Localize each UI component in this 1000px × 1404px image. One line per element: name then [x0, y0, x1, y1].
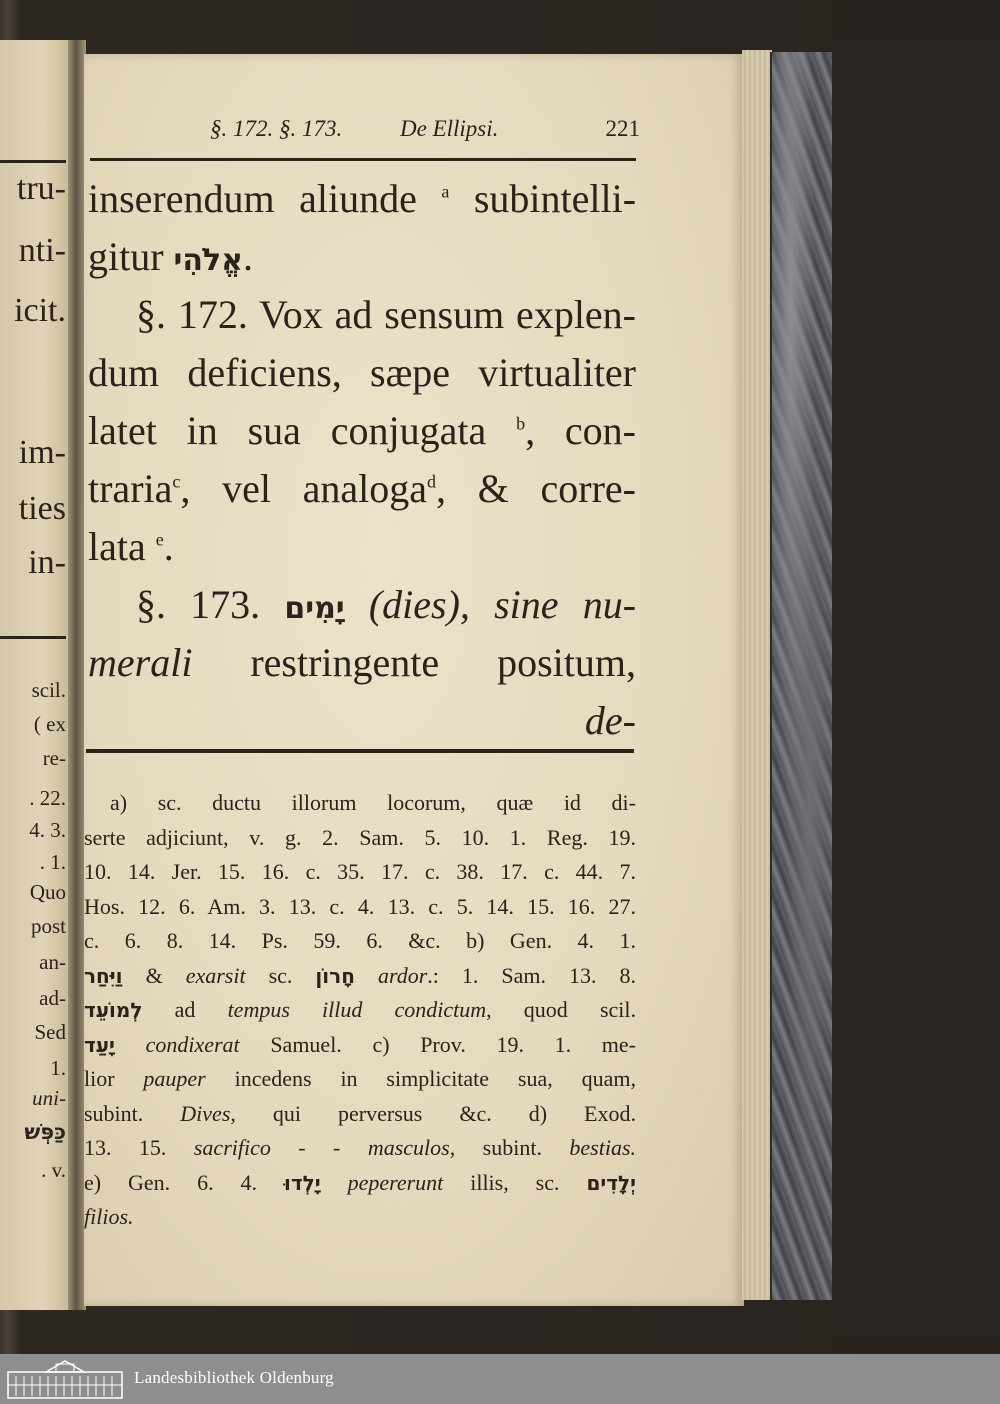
left-page-rule	[0, 636, 66, 639]
text: .	[163, 524, 174, 569]
footnote-line: 10. 14. Jer. 15. 16. c. 35. 17. c. 38. 17. c. 44. 7.	[84, 859, 636, 884]
text: §. 172. Vox ad sensum explen-	[136, 292, 636, 337]
footnote-line	[84, 1028, 636, 1063]
text: condixerat	[114, 1031, 240, 1057]
left-page-note-fragment: 4. 3.	[29, 818, 66, 842]
footnote-line	[84, 993, 636, 1028]
left-page-note-fragment: re-	[42, 746, 66, 770]
body-line	[88, 286, 636, 344]
left-page-note-fragment: Quo	[29, 880, 66, 904]
footnote-line: a) sc. ductu illorum locorum, quæ id di-	[110, 790, 636, 815]
text: sc.	[245, 962, 316, 988]
left-page-note-fragment: scil.	[31, 678, 66, 702]
text: , subint.	[449, 1135, 570, 1160]
hebrew-word: לְמוֹעֵד	[84, 998, 143, 1022]
footnote-ref: c	[172, 471, 181, 492]
library-building-icon	[6, 1358, 124, 1400]
left-page-note-fragment: ad-	[39, 986, 66, 1010]
text: , qui perversus &c. d) Exod.	[230, 1100, 636, 1126]
text: subintelli-	[473, 176, 637, 221]
text: gitur	[88, 234, 164, 279]
footer-bar	[0, 1354, 1000, 1404]
text: bestias.	[569, 1135, 637, 1160]
page-edges	[742, 50, 772, 1300]
left-page-note-fragment: ( ex	[33, 712, 66, 736]
text: .: 1. Sam. 13. 8.	[427, 962, 636, 988]
left-page-note-fragment: Sed	[34, 1020, 66, 1044]
section-number: §. 173.	[136, 582, 261, 627]
footnote-line	[84, 1166, 636, 1201]
background-shadow	[832, 40, 1000, 1330]
hebrew-word: יָעַד	[84, 1032, 115, 1057]
text: exarsit	[185, 962, 246, 988]
hebrew-word: חָרוֹן	[315, 963, 355, 988]
text: sacrifico - - masculos	[193, 1135, 450, 1160]
text: lior	[84, 1066, 144, 1091]
text: , vel analoga	[180, 466, 428, 511]
left-page-fragment: icit.	[14, 292, 66, 329]
text: illis, sc.	[443, 1169, 587, 1195]
footnote-ref: e	[155, 529, 164, 550]
header-rule	[90, 158, 636, 161]
text: merali	[88, 640, 193, 685]
text: pepererunt	[320, 1169, 444, 1195]
left-page-fragment: tru-	[16, 170, 66, 207]
left-page-fragment: nti-	[18, 232, 66, 269]
text: restringente positum,	[250, 640, 636, 685]
body-line	[88, 344, 636, 402]
text: inserendum aliunde	[88, 176, 417, 221]
left-page-note-fragment: post	[30, 914, 66, 938]
hebrew-word: יְלָדִים	[586, 1170, 636, 1195]
text: &	[145, 962, 186, 988]
text: incedens in simplicitate sua, quam,	[205, 1066, 636, 1091]
left-page-note-fragment: . 22.	[29, 786, 66, 810]
text: ad	[142, 997, 228, 1022]
text: , quod scil.	[486, 997, 636, 1022]
left-page-fragment: im-	[18, 434, 66, 471]
footnote-line: filios.	[84, 1204, 134, 1229]
text: (dies),	[368, 582, 470, 627]
left-page-rule	[0, 160, 66, 163]
header-title: De Ellipsi.	[400, 116, 499, 141]
footnote-line: serte adjiciunt, v. g. 2. Sam. 5. 10. 1. Reg. 19.	[84, 824, 636, 850]
text: ardor	[354, 962, 428, 988]
text: de-	[584, 698, 636, 743]
institution-name: Landesbibliothek Oldenburg	[134, 1368, 334, 1387]
left-page-fragment: in-	[28, 544, 66, 581]
left-page-note-fragment: an-	[39, 950, 66, 974]
hebrew-word: יָלְדוּ	[284, 1170, 321, 1195]
footnote-ref: b	[516, 413, 526, 434]
text: , con-	[525, 408, 636, 453]
text: dum deficiens, sæpe virtualiter	[88, 350, 636, 395]
footnote-line	[84, 959, 636, 994]
left-page-note-fragment: . 1.	[39, 850, 66, 874]
left-page-note-fragment: uni-	[32, 1086, 66, 1110]
left-page-note-fragment: . v.	[41, 1158, 66, 1182]
text: sine nu-	[494, 582, 637, 627]
marbled-cover	[770, 52, 834, 1300]
text: e) Gen. 6. 4.	[84, 1169, 284, 1195]
hebrew-word: אֱלֹהִי	[173, 243, 243, 278]
footnote-ref: d	[427, 471, 437, 492]
header-sections: §. 172. §. 173.	[210, 116, 343, 141]
footnote-line: c. 6. 8. 14. Ps. 59. 6. &c. b) Gen. 4. 1.	[84, 928, 636, 953]
footnote-line	[84, 1131, 636, 1166]
text: subint.	[84, 1100, 181, 1126]
body-line	[88, 576, 636, 638]
text: Samuel. c) Prov. 19. 1. me-	[239, 1031, 636, 1057]
text: , & corre-	[436, 466, 636, 511]
text: latet in sua conjugata	[88, 408, 487, 453]
text: traria	[88, 466, 173, 511]
footnote-line	[84, 1097, 636, 1132]
page-number: 221	[605, 116, 640, 141]
text: 13. 15.	[84, 1135, 194, 1160]
text: tempus illud condictum	[227, 997, 487, 1022]
left-page-fragment: ties	[18, 490, 66, 527]
body-line	[88, 518, 636, 576]
left-page-note-fragment: 1.	[50, 1056, 66, 1080]
hebrew-word: וַיִּחַר	[84, 963, 123, 988]
hebrew-word: יָמִים	[284, 591, 345, 626]
text: lata	[88, 524, 146, 569]
body-line	[88, 170, 636, 228]
body-line	[88, 634, 636, 692]
catchword	[88, 692, 636, 750]
body-line	[88, 460, 636, 518]
footnote-rule	[86, 749, 634, 753]
footnote-line	[84, 1062, 636, 1097]
body-line	[88, 402, 636, 460]
left-page-note-fragment: כַּפְּשׁ	[24, 1120, 66, 1144]
text: Dives	[180, 1100, 231, 1126]
running-header	[210, 116, 640, 150]
text: pauper	[143, 1066, 206, 1091]
body-line: gitur אֱלֹהִי.	[88, 234, 253, 279]
footnote-line: Hos. 12. 6. Am. 3. 13. c. 4. 13. c. 5. 14. 15. 16. 27.	[84, 893, 636, 919]
footnote-ref: a	[441, 181, 450, 202]
